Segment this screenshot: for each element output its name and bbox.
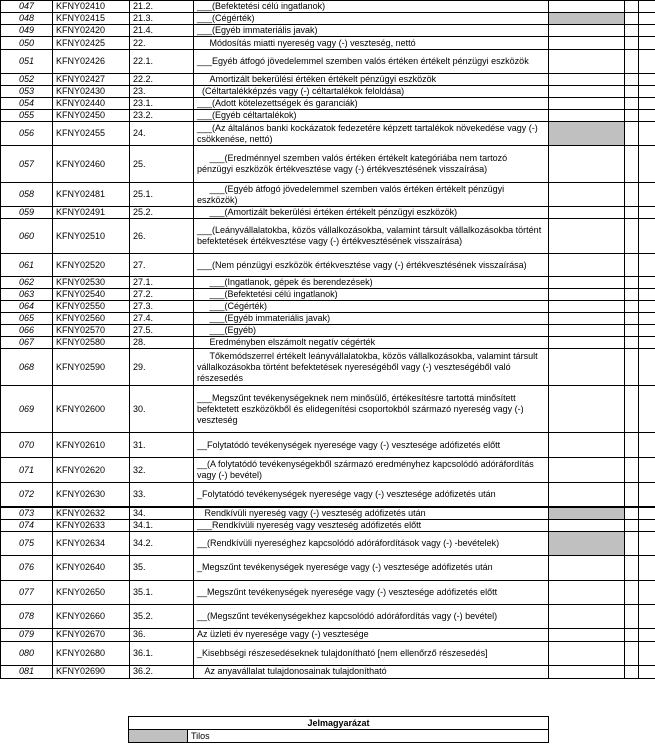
value-cell-3[interactable] (639, 110, 655, 122)
value-cell-2[interactable] (625, 219, 639, 254)
report-body (1, 1, 655, 679)
row-code: KFNY02620 (53, 458, 130, 483)
value-cell[interactable] (549, 628, 625, 641)
value-cell-2[interactable] (625, 555, 639, 580)
value-cell-2[interactable] (625, 604, 639, 628)
value-cell-2[interactable] (625, 433, 639, 458)
value-cell[interactable] (549, 86, 625, 98)
value-cell-2[interactable] (625, 301, 639, 313)
row-number: 081 (1, 665, 53, 678)
row-section: 25.1. (130, 183, 194, 207)
row-code: KFNY02610 (53, 433, 130, 458)
row-number: 069 (1, 386, 53, 433)
row-number: 077 (1, 580, 53, 604)
row-section: 23. (130, 86, 194, 98)
value-cell-2[interactable] (625, 146, 639, 183)
row-section: 21.2. (130, 1, 194, 13)
value-cell[interactable] (549, 110, 625, 122)
value-cell-3[interactable] (639, 86, 655, 98)
value-cell-3[interactable] (639, 50, 655, 74)
row-description: Amortizált bekerülési értéken értékelt pénzügyi eszközök (194, 74, 549, 86)
table-row (1, 519, 655, 531)
table-row (1, 325, 655, 337)
value-cell-2[interactable] (625, 1, 639, 13)
value-cell[interactable] (549, 555, 625, 580)
row-number: 051 (1, 50, 53, 74)
table-row (1, 74, 655, 86)
row-description: ___(Befektetési célú ingatlanok) (194, 289, 549, 301)
row-number: 066 (1, 325, 53, 337)
row-code: KFNY02632 (53, 507, 130, 520)
row-code: KFNY02460 (53, 146, 130, 183)
row-number: 076 (1, 555, 53, 580)
row-section: 27. (130, 254, 194, 277)
row-number: 075 (1, 531, 53, 555)
row-section: 34.2. (130, 531, 194, 555)
row-number: 048 (1, 13, 53, 25)
table-row (1, 301, 655, 313)
row-section: 25.2. (130, 207, 194, 219)
row-section: 22.1. (130, 50, 194, 74)
row-code: KFNY02520 (53, 254, 130, 277)
legend-header-row (129, 717, 549, 730)
value-cell[interactable] (549, 74, 625, 86)
row-section: 29. (130, 349, 194, 386)
value-cell-3[interactable] (639, 13, 655, 25)
row-code: KFNY02415 (53, 13, 130, 25)
value-cell[interactable] (549, 349, 625, 386)
row-section: 21.4. (130, 25, 194, 37)
row-section: 27.2. (130, 289, 194, 301)
row-section: 27.5. (130, 325, 194, 337)
row-number: 078 (1, 604, 53, 628)
value-cell-2[interactable] (625, 313, 639, 325)
table-row (1, 386, 655, 433)
row-code: KFNY02510 (53, 219, 130, 254)
row-section: 32. (130, 458, 194, 483)
row-description: ___Rendkívüli nyereség vagy veszteség adófizetés előtt (194, 519, 549, 531)
row-number: 072 (1, 483, 53, 507)
row-section: 21.3. (130, 13, 194, 25)
row-description: ___(Adott kötelezettségek és garanciák) (194, 98, 549, 110)
value-cell[interactable] (549, 519, 625, 531)
row-code: KFNY02634 (53, 531, 130, 555)
row-section: 25. (130, 146, 194, 183)
table-row (1, 641, 655, 665)
value-cell-3[interactable] (639, 146, 655, 183)
value-cell[interactable] (549, 50, 625, 74)
value-cell[interactable] (549, 580, 625, 604)
row-section: 23.2. (130, 110, 194, 122)
row-code: KFNY02430 (53, 86, 130, 98)
row-code: KFNY02440 (53, 98, 130, 110)
table-row (1, 13, 655, 25)
row-section: 35. (130, 555, 194, 580)
value-cell[interactable] (549, 386, 625, 433)
row-code: KFNY02690 (53, 665, 130, 678)
row-section: 35.1. (130, 580, 194, 604)
row-section: 27.3. (130, 301, 194, 313)
row-section: 24. (130, 122, 194, 146)
value-cell[interactable] (549, 13, 625, 25)
value-cell-2[interactable] (625, 207, 639, 219)
row-code: KFNY02560 (53, 313, 130, 325)
value-cell-3[interactable] (639, 349, 655, 386)
row-number: 062 (1, 277, 53, 289)
row-code: KFNY02491 (53, 207, 130, 219)
value-cell-2[interactable] (625, 531, 639, 555)
value-cell-2[interactable] (625, 386, 639, 433)
row-code: KFNY02427 (53, 74, 130, 86)
row-number: 080 (1, 641, 53, 665)
row-number: 063 (1, 289, 53, 301)
value-cell-2[interactable] (625, 641, 639, 665)
value-cell-3[interactable] (639, 25, 655, 37)
row-code: KFNY02425 (53, 37, 130, 50)
table-row (1, 25, 655, 37)
value-cell-2[interactable] (625, 86, 639, 98)
table-row (1, 313, 655, 325)
value-cell-3[interactable] (639, 519, 655, 531)
row-number: 054 (1, 98, 53, 110)
legend-title: Jelmagyarázat (129, 717, 549, 730)
row-description: _Folytatódó tevékenységek nyeresége vagy (-) vesztesége adófizetés után (194, 483, 549, 507)
value-cell-2[interactable] (625, 665, 639, 678)
table-row (1, 555, 655, 580)
value-cell[interactable] (549, 433, 625, 458)
table-row (1, 146, 655, 183)
value-cell-3[interactable] (639, 337, 655, 349)
row-code: KFNY02426 (53, 50, 130, 74)
row-section: 34. (130, 507, 194, 520)
row-description: __Megszűnt tevékenységek nyeresége vagy (-) vesztesége adófizetés előtt (194, 580, 549, 604)
table-row (1, 1, 655, 13)
row-description: Eredményben elszámolt negatív cégérték (194, 337, 549, 349)
legend-forbidden-label: Tilos (188, 730, 549, 743)
row-description: ___(Egyéb immateriális javak) (194, 313, 549, 325)
value-cell[interactable] (549, 25, 625, 37)
table-row (1, 207, 655, 219)
row-description: __Folytatódó tevékenységek nyeresége vagy (-) vesztesége adófizetés előtt (194, 433, 549, 458)
row-number: 067 (1, 337, 53, 349)
row-number: 058 (1, 183, 53, 207)
value-cell-2[interactable] (625, 50, 639, 74)
value-cell-2[interactable] (625, 122, 639, 146)
row-code: KFNY02410 (53, 1, 130, 13)
value-cell-2[interactable] (625, 580, 639, 604)
row-description: ___(Cégérték) (194, 13, 549, 25)
row-description: __(Megszűnt tevékenységekhez kapcsolódó adóráfordítás vagy (-) bevétel) (194, 604, 549, 628)
value-cell-3[interactable] (639, 325, 655, 337)
value-cell-3[interactable] (639, 122, 655, 146)
table-row (1, 483, 655, 507)
row-number: 050 (1, 37, 53, 50)
value-cell-3[interactable] (639, 580, 655, 604)
legend-item-row (129, 730, 549, 743)
value-cell-3[interactable] (639, 628, 655, 641)
row-number: 061 (1, 254, 53, 277)
row-number: 052 (1, 74, 53, 86)
value-cell-2[interactable] (625, 74, 639, 86)
value-cell-3[interactable] (639, 555, 655, 580)
table-row (1, 433, 655, 458)
row-code: KFNY02530 (53, 277, 130, 289)
row-code: KFNY02670 (53, 628, 130, 641)
row-code: KFNY02650 (53, 580, 130, 604)
value-cell-3[interactable] (639, 641, 655, 665)
row-description: _Megszűnt tevékenységek nyeresége vagy (-) vesztesége adófizetés után (194, 555, 549, 580)
row-description: ___(Nem pénzügyi eszközök értékvesztése vagy (-) értékvesztésének visszaírása) (194, 254, 549, 277)
value-cell[interactable] (549, 98, 625, 110)
row-number: 057 (1, 146, 53, 183)
row-number: 065 (1, 313, 53, 325)
row-description: ___(Befektetési célú ingatlanok) (194, 1, 549, 13)
value-cell-3[interactable] (639, 433, 655, 458)
value-cell[interactable] (549, 665, 625, 678)
value-cell-2[interactable] (625, 519, 639, 531)
legend-forbidden-swatch (129, 730, 188, 743)
row-number: 071 (1, 458, 53, 483)
table-row (1, 628, 655, 641)
value-cell-3[interactable] (639, 386, 655, 433)
table-row (1, 458, 655, 483)
table-row (1, 604, 655, 628)
row-section: 27.4. (130, 313, 194, 325)
row-number: 053 (1, 86, 53, 98)
row-section: 27.1. (130, 277, 194, 289)
row-section: 26. (130, 219, 194, 254)
value-cell-3[interactable] (639, 458, 655, 483)
value-cell-2[interactable] (625, 458, 639, 483)
value-cell[interactable] (549, 277, 625, 289)
table-row (1, 665, 655, 678)
value-cell-3[interactable] (639, 289, 655, 301)
row-description: Módosítás miatti nyereség vagy (-) veszteség, nettó (194, 37, 549, 50)
row-description: ___(Az általános banki kockázatok fedezetére képzett tartalékok növekedése vagy (-) csökkenése, nettó) (194, 122, 549, 146)
row-number: 074 (1, 519, 53, 531)
row-description: ___(Leányvállalatokba, közös vállalkozásokba, valamint társult vállalkozásokba történt befektetések értékvesztése vagy (-) értékvesztésének visszaírása) (194, 219, 549, 254)
value-cell-3[interactable] (639, 207, 655, 219)
value-cell-3[interactable] (639, 254, 655, 277)
row-number: 060 (1, 219, 53, 254)
table-row (1, 289, 655, 301)
row-section: 35.2. (130, 604, 194, 628)
row-code: KFNY02540 (53, 289, 130, 301)
value-cell[interactable] (549, 604, 625, 628)
row-code: KFNY02455 (53, 122, 130, 146)
value-cell-2[interactable] (625, 277, 639, 289)
value-cell[interactable] (549, 531, 625, 555)
value-cell-2[interactable] (625, 110, 639, 122)
table-row (1, 50, 655, 74)
row-code: KFNY02660 (53, 604, 130, 628)
value-cell-3[interactable] (639, 219, 655, 254)
value-cell[interactable] (549, 641, 625, 665)
row-description: Rendkívüli nyereség vagy (-) veszteség adófizetés után (194, 507, 549, 520)
table-row (1, 37, 655, 50)
value-cell[interactable] (549, 254, 625, 277)
row-description: ___(Amortizált bekerülési értéken értékelt pénzügyi eszközök) (194, 207, 549, 219)
row-description: (Céltartalékképzés vagy (-) céltartalékok feloldása) (194, 86, 549, 98)
table-row (1, 254, 655, 277)
value-cell-2[interactable] (625, 483, 639, 507)
row-description: ___Egyéb átfogó jövedelemmel szemben valós értéken értékelt pénzügyi eszközök (194, 50, 549, 74)
value-cell[interactable] (549, 458, 625, 483)
row-number: 056 (1, 122, 53, 146)
value-cell-3[interactable] (639, 604, 655, 628)
value-cell-2[interactable] (625, 337, 639, 349)
value-cell-2[interactable] (625, 325, 639, 337)
value-cell-2[interactable] (625, 628, 639, 641)
value-cell-2[interactable] (625, 98, 639, 110)
row-description: ___(Egyéb céltartalékok) (194, 110, 549, 122)
value-cell-2[interactable] (625, 349, 639, 386)
row-code: KFNY02570 (53, 325, 130, 337)
row-code: KFNY02680 (53, 641, 130, 665)
table-row (1, 183, 655, 207)
row-code: KFNY02640 (53, 555, 130, 580)
value-cell-3[interactable] (639, 301, 655, 313)
row-description: ___(Cégérték) (194, 301, 549, 313)
value-cell-3[interactable] (639, 74, 655, 86)
value-cell[interactable] (549, 207, 625, 219)
table-row (1, 219, 655, 254)
row-description: _Kisebbségi részesedéseknek tulajdonítható [nem ellenőrző részesedés] (194, 641, 549, 665)
row-code: KFNY02550 (53, 301, 130, 313)
value-cell-3[interactable] (639, 313, 655, 325)
row-code: KFNY02630 (53, 483, 130, 507)
table-row (1, 122, 655, 146)
table-row (1, 580, 655, 604)
row-code: KFNY02420 (53, 25, 130, 37)
table-row (1, 507, 655, 520)
value-cell-3[interactable] (639, 507, 655, 520)
row-section: 31. (130, 433, 194, 458)
row-description: __(A folytatódó tevékenységekből származó eredményhez kapcsolódó adóráfordítás vagy (-) bevétel) (194, 458, 549, 483)
row-number: 068 (1, 349, 53, 386)
row-section: 36. (130, 628, 194, 641)
row-number: 055 (1, 110, 53, 122)
table-row (1, 277, 655, 289)
row-number: 064 (1, 301, 53, 313)
table-row (1, 349, 655, 386)
row-description: ___(Egyéb immateriális javak) (194, 25, 549, 37)
value-cell-2[interactable] (625, 25, 639, 37)
value-cell-2[interactable] (625, 183, 639, 207)
value-cell-2[interactable] (625, 13, 639, 25)
value-cell[interactable] (549, 337, 625, 349)
table-row (1, 337, 655, 349)
row-section: 22.2. (130, 74, 194, 86)
row-description: Az anyavállalat tulajdonosainak tulajdonítható (194, 665, 549, 678)
value-cell[interactable] (549, 1, 625, 13)
value-cell[interactable] (549, 313, 625, 325)
row-code: KFNY02600 (53, 386, 130, 433)
row-description: ___(Ingatlanok, gépek és berendezések) (194, 277, 549, 289)
row-code: KFNY02633 (53, 519, 130, 531)
row-number: 079 (1, 628, 53, 641)
value-cell-3[interactable] (639, 1, 655, 13)
value-cell-3[interactable] (639, 531, 655, 555)
value-cell[interactable] (549, 325, 625, 337)
row-number: 049 (1, 25, 53, 37)
row-description: Az üzleti év nyeresége vagy (-) vesztesége (194, 628, 549, 641)
value-cell[interactable] (549, 289, 625, 301)
value-cell-3[interactable] (639, 665, 655, 678)
table-row (1, 110, 655, 122)
row-number: 073 (1, 507, 53, 520)
table-row (1, 86, 655, 98)
row-section: 36.1. (130, 641, 194, 665)
row-number: 047 (1, 1, 53, 13)
row-code: KFNY02580 (53, 337, 130, 349)
table-row (1, 531, 655, 555)
value-cell-3[interactable] (639, 98, 655, 110)
value-cell[interactable] (549, 483, 625, 507)
row-description: Tőkemódszerrel értékelt leányvállalatokba, közös vállalkozásokba, valamint társult vállalkozásokba történt befektetések nyereségéből vagy (-) veszteségéből való részesedés (194, 349, 549, 386)
value-cell[interactable] (549, 301, 625, 313)
value-cell-3[interactable] (639, 37, 655, 50)
value-cell[interactable] (549, 122, 625, 146)
row-description: ___(Egyéb) (194, 325, 549, 337)
row-code: KFNY02450 (53, 110, 130, 122)
row-code: KFNY02481 (53, 183, 130, 207)
value-cell[interactable] (549, 507, 625, 520)
row-description: __(Rendkívüli nyereséghez kapcsolódó adóráfordítások vagy (-) -bevételek) (194, 531, 549, 555)
row-description: ___(Eredménnyel szemben valós értéken értékelt kategóriába nem tartozó pénzügyi eszközök értékvesztése vagy (-) értékvesztésének visszaírása) (194, 146, 549, 183)
value-cell[interactable] (549, 37, 625, 50)
table-row (1, 98, 655, 110)
value-cell-2[interactable] (625, 289, 639, 301)
row-section: 34.1. (130, 519, 194, 531)
row-description: ___(Egyéb átfogó jövedelemmel szemben valós értéken értékelt pénzügyi eszközök) (194, 183, 549, 207)
value-cell[interactable] (549, 219, 625, 254)
row-description: ___Megszűnt tevékenységeknek nem minősülő, értékesítésre tartottá minősített befektetett eszközökből és elidegenítési csoportokból származó nyereség vagy (-) veszteség (194, 386, 549, 433)
row-code: KFNY02590 (53, 349, 130, 386)
value-cell-2[interactable] (625, 37, 639, 50)
row-section: 28. (130, 337, 194, 349)
row-section: 22. (130, 37, 194, 50)
row-section: 23.1. (130, 98, 194, 110)
value-cell-3[interactable] (639, 483, 655, 507)
legend-table (128, 716, 549, 743)
row-section: 36.2. (130, 665, 194, 678)
row-number: 059 (1, 207, 53, 219)
value-cell[interactable] (549, 183, 625, 207)
row-section: 33. (130, 483, 194, 507)
row-section: 30. (130, 386, 194, 433)
value-cell-3[interactable] (639, 183, 655, 207)
value-cell[interactable] (549, 146, 625, 183)
value-cell-2[interactable] (625, 507, 639, 520)
value-cell-3[interactable] (639, 277, 655, 289)
value-cell-2[interactable] (625, 254, 639, 277)
row-number: 070 (1, 433, 53, 458)
